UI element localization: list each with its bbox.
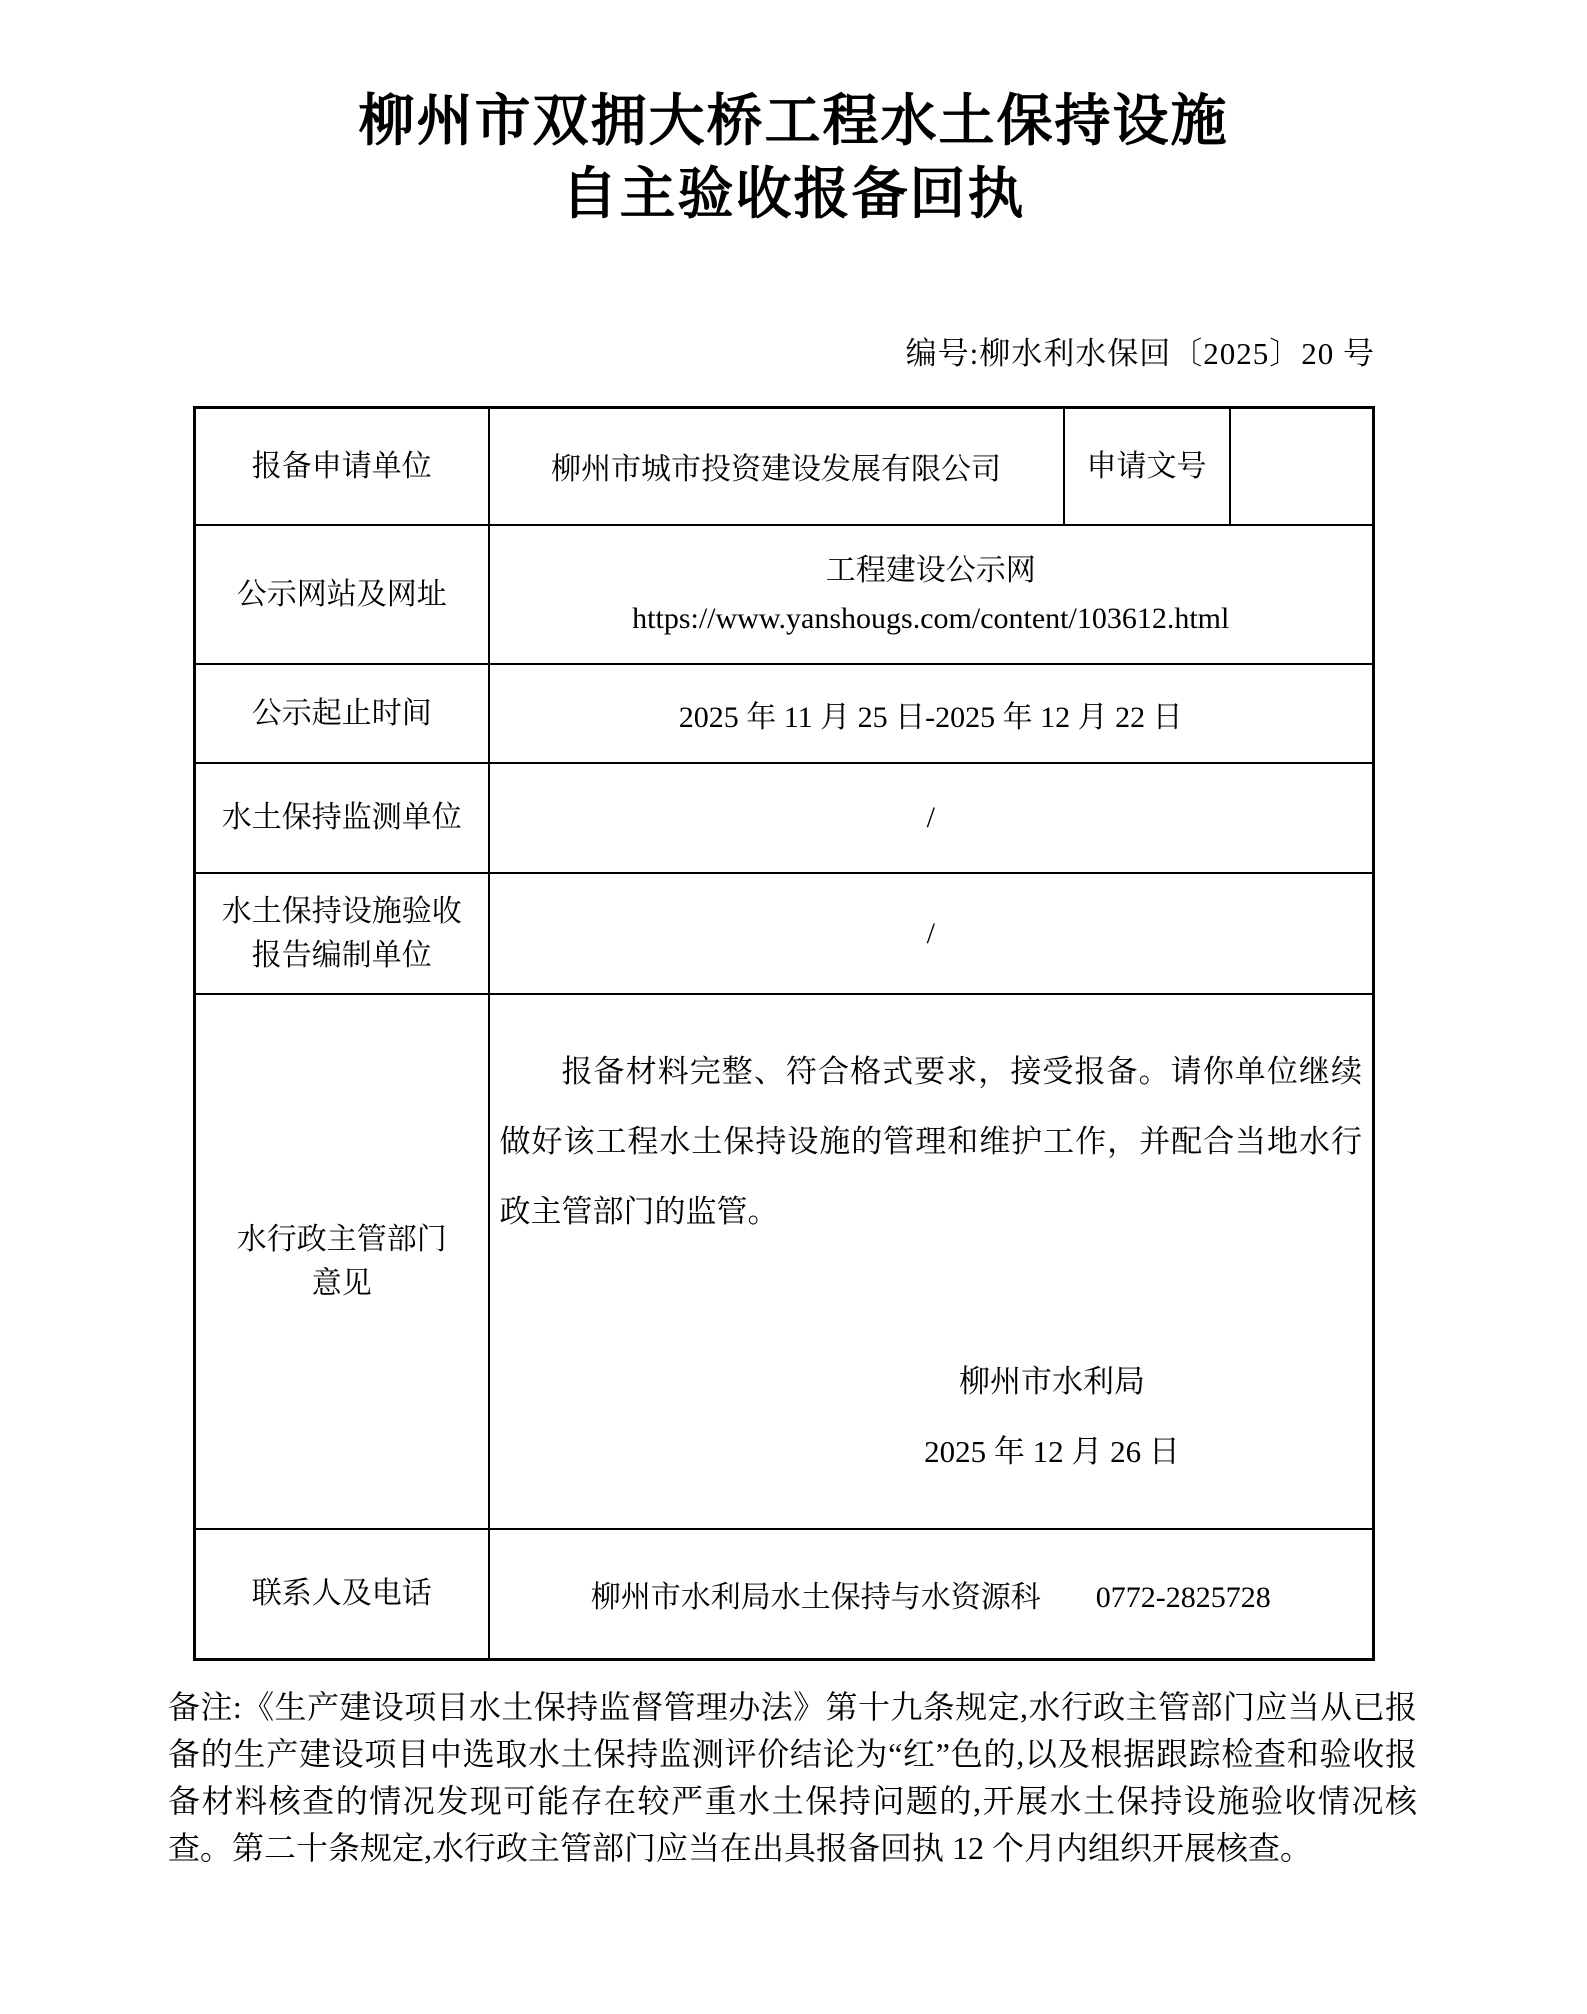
website-url: https://www.yanshougs.com/content/103612.html xyxy=(632,601,1230,635)
applicant-label: 报备申请单位 xyxy=(195,407,489,525)
monitoring-unit-value: / xyxy=(489,763,1374,873)
row-contact xyxy=(195,1529,1374,1659)
title-line-2: 自主验收报备回执 xyxy=(561,163,1026,226)
application-doc-number-value xyxy=(1230,407,1374,525)
report-unit-label-line-2: 报告编制单位 xyxy=(251,938,432,972)
website-label: 公示网站及网址 xyxy=(195,525,489,664)
period-label: 公示起止时间 xyxy=(195,664,489,763)
period-value: 2025 年 11 月 25 日-2025 年 12 月 22 日 xyxy=(489,664,1374,763)
monitoring-unit-label: 水土保持监测单位 xyxy=(195,763,489,873)
authority-opinion-label-line-2: 意见 xyxy=(311,1266,372,1300)
row-website xyxy=(195,525,1374,664)
website-value xyxy=(489,525,1374,664)
report-unit-label-line-1: 水土保持设施验收 xyxy=(221,895,462,929)
report-unit-value: / xyxy=(489,873,1374,994)
authority-opinion-cell xyxy=(489,994,1374,1529)
contact-cell xyxy=(489,1529,1374,1659)
website-name: 工程建设公示网 xyxy=(825,553,1036,587)
authority-opinion-text: 报备材料完整、符合格式要求，接受报备。请你单位继续做好该工程水土保持设施的管理和维护工作，并配合当地水行政主管部门的监管。 xyxy=(499,1053,1362,1229)
applicant-value: 柳州市城市投资建设发展有限公司 xyxy=(489,407,1064,525)
signature-organization: 柳州市水利局 xyxy=(959,1363,1145,1399)
contact-department: 柳州市水利局水土保持与水资源科 xyxy=(590,1580,1041,1614)
signature-block xyxy=(837,1347,1267,1487)
row-monitoring-unit xyxy=(195,763,1374,873)
row-authority-opinion xyxy=(195,994,1374,1529)
report-unit-label xyxy=(195,873,489,994)
filing-receipt-table xyxy=(193,406,1375,1661)
doc-number: 编号:柳水利水保回〔2025〕20 号 xyxy=(905,335,1375,371)
row-publicity-period xyxy=(195,664,1374,763)
title-line-1: 柳州市双拥大桥工程水土保持设施 xyxy=(358,91,1229,153)
contact-label: 联系人及电话 xyxy=(195,1529,489,1659)
footnote: 备注:《生产建设项目水土保持监督管理办法》第十九条规定,水行政主管部门应当从已报备的生产建设项目中选取水土保持监测评价结论为“红”色的,以及根据跟踪检查和验收报备材料核查的情况发现可能存在较严重水土保持问题的,开展水土保持设施验收情况核查。第二十条规定,水行政主管部门应当在出具报备回执 12 个月内组织开展核查。 xyxy=(168,1688,1417,1866)
row-applicant xyxy=(195,407,1374,525)
document-title xyxy=(0,86,1587,232)
signature-date: 2025 年 12 月 26 日 xyxy=(924,1433,1180,1469)
contact-phone: 0772-2825728 xyxy=(1095,1580,1271,1614)
authority-opinion-label-line-1: 水行政主管部门 xyxy=(236,1223,447,1257)
row-report-unit xyxy=(195,873,1374,994)
application-doc-number-label: 申请文号 xyxy=(1064,407,1230,525)
authority-opinion-label xyxy=(195,994,489,1529)
